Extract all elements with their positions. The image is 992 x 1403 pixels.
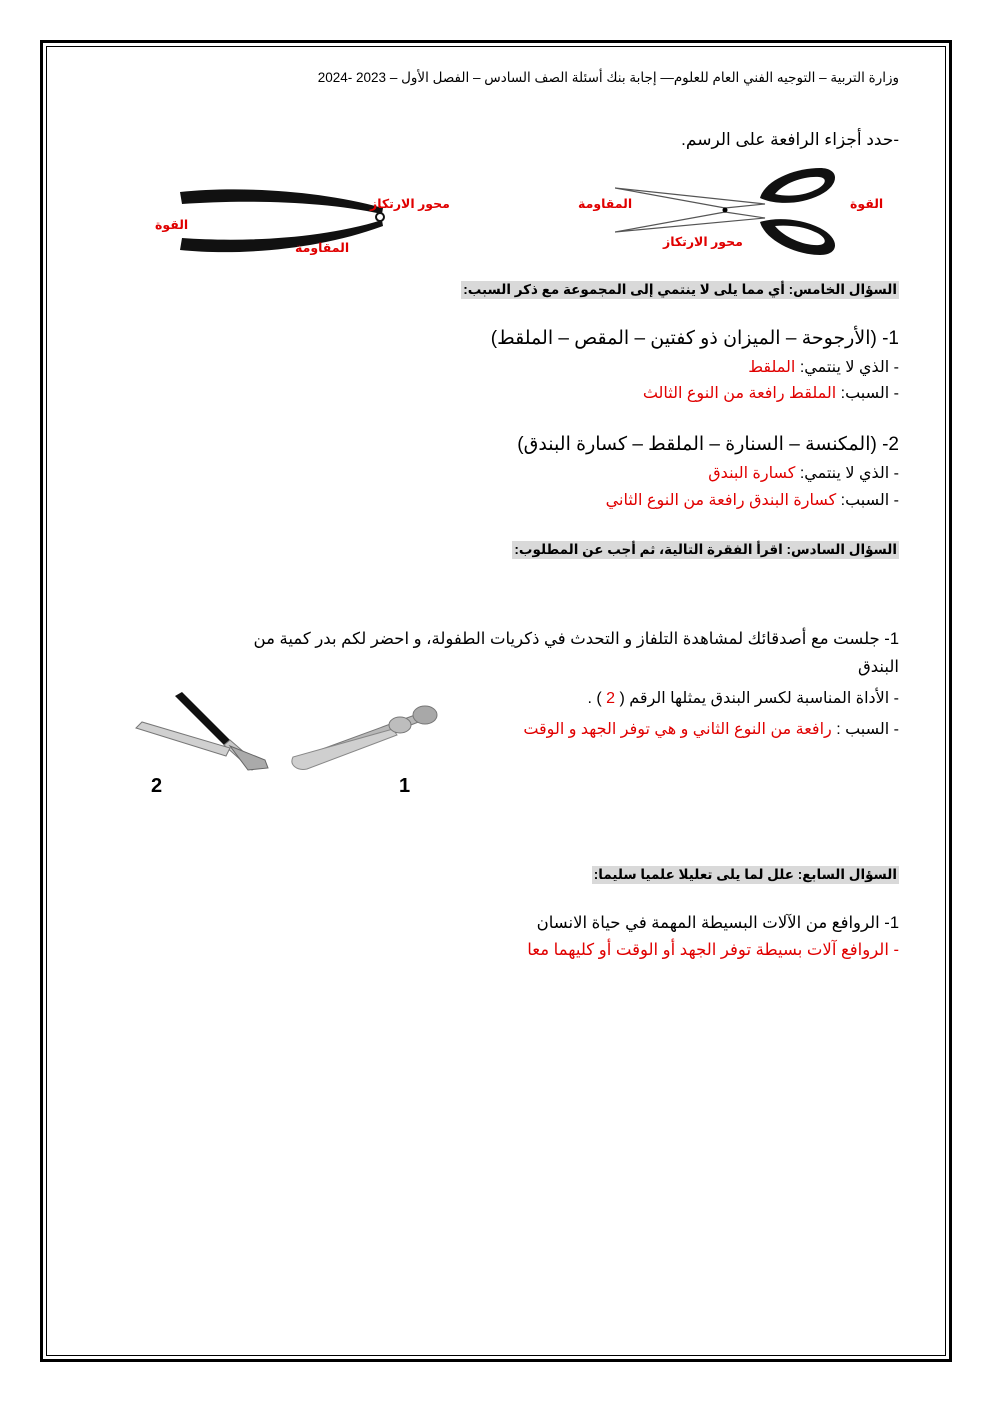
- q5-item2-odd: - الذي لا ينتمي: كسارة البندق: [708, 465, 899, 482]
- tongs-label-resistance: المقاومة: [295, 241, 350, 255]
- q7-statement: 1- الروافع من الآلات البسيطة المهمة في حياة الانسان: [536, 914, 899, 932]
- scissors-label-fulcrum: محور الارتكاز: [663, 235, 743, 249]
- nutcracker-image: [130, 688, 275, 778]
- sugar-tongs-image: [285, 695, 440, 775]
- lever-instruction: -حدد أجزاء الرافعة على الرسم.: [681, 130, 899, 149]
- q5-item1-odd: - الذي لا ينتمي: الملقط: [748, 359, 899, 376]
- q5-item1-odd-answer: الملقط: [748, 359, 796, 376]
- q6-reason-line: - السبب : رافعة من النوع الثاني و هي توفر الجهد و الوقت: [523, 721, 899, 738]
- scissors-label-effort: القوة: [850, 197, 884, 211]
- tongs-hinge: [376, 213, 384, 221]
- image-number-1: 1: [399, 775, 411, 797]
- q5-item2-reason-answer: كسارة البندق رافعة من النوع الثاني: [605, 492, 837, 509]
- scissors-blade-lower: [615, 212, 765, 232]
- q5-item1-title: 1- (الأرجوحة – الميزان ذو كفتين – المقص – الملقط): [490, 328, 899, 349]
- image-number-2: 2: [151, 775, 163, 797]
- q5-item1-reason-answer: الملقط رافعة من النوع الثالث: [642, 385, 837, 402]
- q6-heading: السؤال السادس: اقرأ الفقرة التالية، ثم أجب عن المطلوب:: [514, 542, 897, 557]
- q6-reason-answer: رافعة من النوع الثاني و هي توفر الجهد و الوقت: [523, 721, 832, 738]
- q6-tool-answer: 2: [606, 690, 616, 707]
- scissors-illustration: [615, 160, 850, 265]
- q5-item1-reason: - السبب: الملقط رافعة من النوع الثالث: [642, 385, 899, 402]
- q6-paragraph: 1- جلست مع أصدقائك لمشاهدة التلفاز و التحدث في ذكريات الطفولة، و احضر لكم بدر كمية من البندق: [253, 630, 899, 676]
- q5-item2-title: 2- (المكنسة – السنارة – الملقط – كسارة البندق): [517, 434, 899, 455]
- q5-item2-reason: - السبب: كسارة البندق رافعة من النوع الثاني: [605, 492, 899, 509]
- tongs-illustration: [168, 180, 388, 270]
- q7-heading: السؤال السابع: علل لما يلى تعليلا علميا سليما:: [593, 867, 897, 882]
- q7-answer: - الروافع آلات بسيطة توفر الجهد أو الوقت أو كليهما معا: [527, 941, 899, 959]
- tongs-label-fulcrum: محور الارتكاز: [370, 197, 450, 211]
- q5-item2-odd-answer: كسارة البندق: [708, 465, 796, 482]
- document-header: وزارة التربية – التوجيه الفني العام للعلوم— إجابة بنك أسئلة الصف السادس – الفصل الأول – 2023 -2024: [317, 70, 899, 85]
- scissors-label-resistance: المقاومة: [578, 197, 633, 211]
- q6-tool-line: - الأداة المناسبة لكسر البندق يمثلها الرقم ( 2 ) .: [587, 690, 899, 707]
- scissors-blade-upper: [615, 188, 765, 208]
- q5-heading: السؤال الخامس: أي مما يلى لا ينتمي إلى المجموعة مع ذكر السبب:: [463, 282, 897, 297]
- scissors-pivot: [723, 208, 728, 213]
- tongs-label-effort: القوة: [155, 218, 189, 232]
